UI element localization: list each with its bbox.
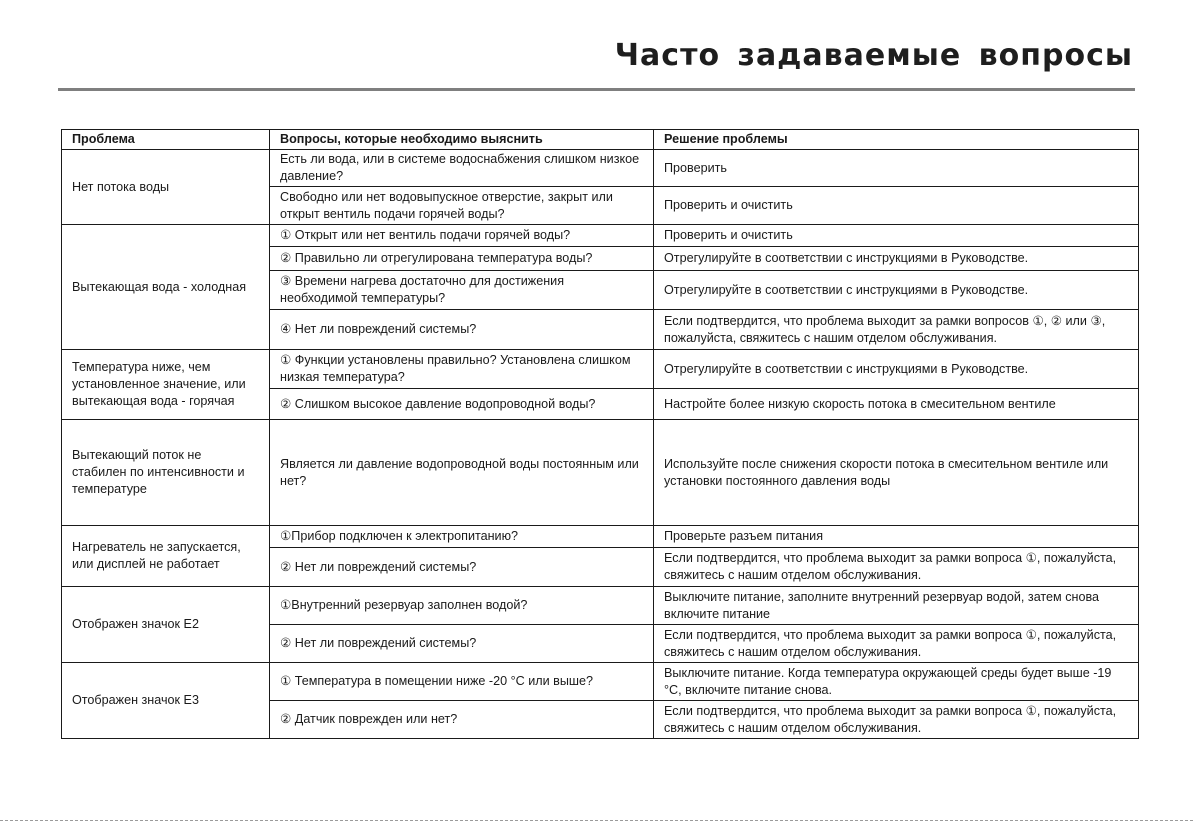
title-divider — [58, 88, 1135, 91]
page-bottom-edge — [0, 820, 1193, 821]
header-questions: Вопросы, которые необходимо выяснить — [270, 130, 654, 150]
solution-cell: Выключите питание, заполните внутренний резервуар водой, затем снова включите питание — [654, 587, 1139, 625]
question-cell: ② Слишком высокое давление водопроводной воды? — [270, 389, 654, 420]
table-header-row — [62, 130, 1139, 150]
solution-cell: Настройте более низкую скорость потока в смесительном вентиле — [654, 389, 1139, 420]
solution-cell: Выключите питание. Когда температура окружающей среды будет выше -19 °C, включите питание снова. — [654, 663, 1139, 701]
question-cell: ④ Нет ли повреждений системы? — [270, 310, 654, 350]
question-cell: Свободно или нет водовыпускное отверстие, закрыт или открыт вентиль подачи горячей воды? — [270, 187, 654, 225]
question-cell: ① Открыт или нет вентиль подачи горячей воды? — [270, 225, 654, 247]
question-cell: ② Датчик поврежден или нет? — [270, 701, 654, 739]
question-cell: ② Нет ли повреждений системы? — [270, 548, 654, 587]
solution-cell: Отрегулируйте в соответствии с инструкциями в Руководстве. — [654, 271, 1139, 310]
problem-cell: Вытекающая вода - холодная — [62, 225, 270, 350]
problem-cell: Нет потока воды — [62, 150, 270, 225]
question-cell: ①Прибор подключен к электропитанию? — [270, 526, 654, 548]
question-cell: ③ Времени нагрева достаточно для достижения необходимой температуры? — [270, 271, 654, 310]
faq-table — [61, 129, 1139, 739]
problem-cell: Вытекающий поток не стабилен по интенсивности и температуре — [62, 420, 270, 526]
solution-cell: Отрегулируйте в соответствии с инструкциями в Руководстве. — [654, 247, 1139, 271]
question-cell: ① Функции установлены правильно? Установлена слишком низкая температура? — [270, 350, 654, 389]
problem-cell: Отображен значок E3 — [62, 663, 270, 739]
question-cell: ② Правильно ли отрегулирована температура воды? — [270, 247, 654, 271]
solution-cell: Проверьте разъем питания — [654, 526, 1139, 548]
solution-cell: Если подтвердится, что проблема выходит за рамки вопросов ①, ② или ③, пожалуйста, свяжитесь с нашим отделом обслуживания. — [654, 310, 1139, 350]
solution-cell: Если подтвердится, что проблема выходит за рамки вопроса ①, пожалуйста, свяжитесь с нашим отделом обслуживания. — [654, 625, 1139, 663]
solution-cell: Если подтвердится, что проблема выходит за рамки вопроса ①, пожалуйста, свяжитесь с нашим отделом обслуживания. — [654, 548, 1139, 587]
table-row — [62, 150, 1139, 187]
question-cell: ①Внутренний резервуар заполнен водой? — [270, 587, 654, 625]
question-cell: Является ли давление водопроводной воды постоянным или нет? — [270, 420, 654, 526]
table-row — [62, 350, 1139, 389]
header-problem: Проблема — [62, 130, 270, 150]
solution-cell: Отрегулируйте в соответствии с инструкциями в Руководстве. — [654, 350, 1139, 389]
problem-cell: Температура ниже, чем установленное значение, или вытекающая вода - горячая — [62, 350, 270, 420]
solution-cell: Проверить и очистить — [654, 187, 1139, 225]
table-row — [62, 587, 1139, 625]
table-row — [62, 526, 1139, 548]
question-cell: ② Нет ли повреждений системы? — [270, 625, 654, 663]
question-cell: Есть ли вода, или в системе водоснабжения слишком низкое давление? — [270, 150, 654, 187]
solution-cell: Проверить и очистить — [654, 225, 1139, 247]
header-solution: Решение проблемы — [654, 130, 1139, 150]
table-row — [62, 225, 1139, 247]
problem-cell: Отображен значок E2 — [62, 587, 270, 663]
solution-cell: Используйте после снижения скорости потока в смесительном вентиле или установки постоянного давления воды — [654, 420, 1139, 526]
page-title: Часто задаваемые вопросы — [614, 38, 1133, 73]
table-row — [62, 420, 1139, 526]
table-row — [62, 663, 1139, 701]
question-cell: ① Температура в помещении ниже -20 °C или выше? — [270, 663, 654, 701]
solution-cell: Если подтвердится, что проблема выходит за рамки вопроса ①, пожалуйста, свяжитесь с нашим отделом обслуживания. — [654, 701, 1139, 739]
problem-cell: Нагреватель не запускается, или дисплей не работает — [62, 526, 270, 587]
solution-cell: Проверить — [654, 150, 1139, 187]
